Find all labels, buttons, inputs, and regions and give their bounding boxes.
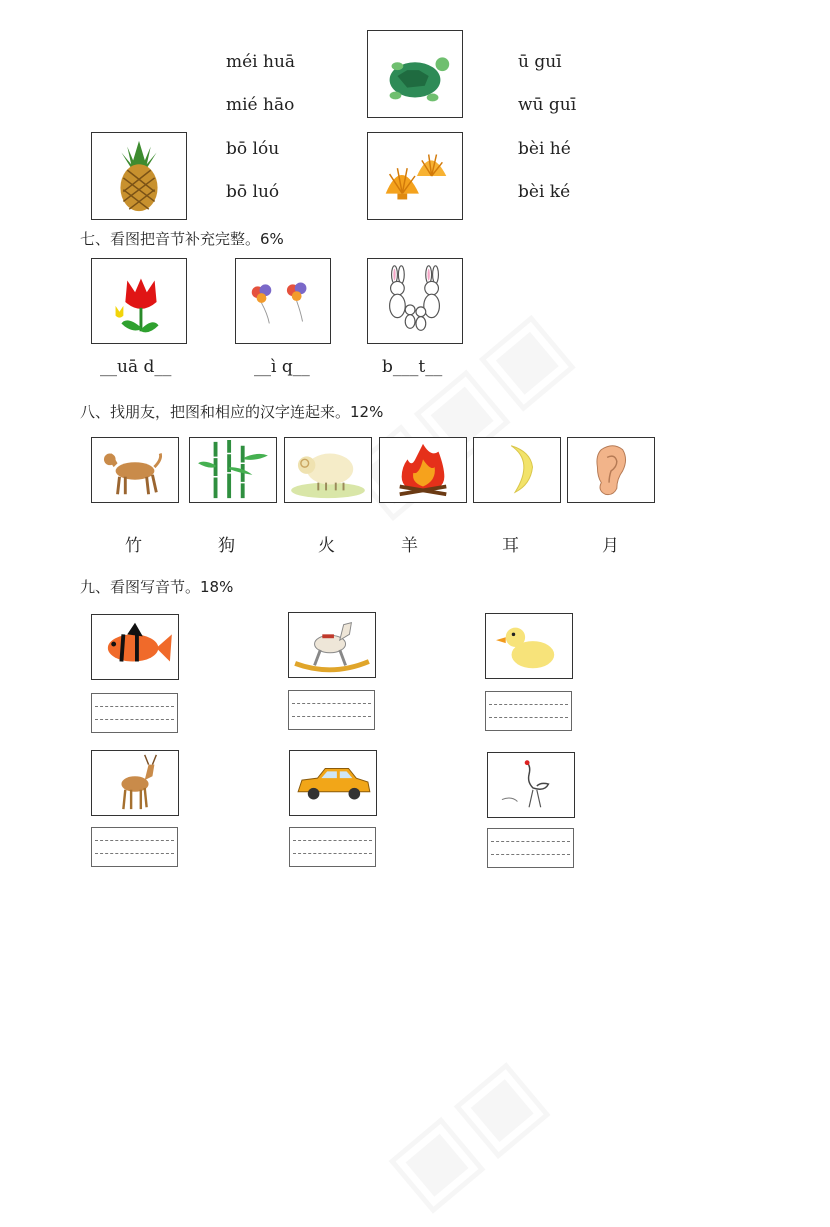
- section-8-title: 八、找朋友，把图和相应的汉字连起来。12%: [80, 403, 384, 421]
- watermark: [366, 1038, 564, 1227]
- moon-picture[interactable]: [473, 437, 561, 503]
- balloons-icon: [236, 259, 330, 343]
- pineapple-icon: [92, 133, 186, 219]
- shells-picture: [367, 132, 463, 220]
- rabbits-icon: [368, 259, 462, 343]
- car-picture: [289, 750, 377, 816]
- car-answer-lines[interactable]: [289, 827, 376, 867]
- fish-picture: [91, 614, 179, 680]
- bamboo-picture[interactable]: [189, 437, 277, 503]
- shell-pinyin-option-1: bèi hé: [518, 139, 571, 159]
- pineapple-picture: [91, 132, 187, 220]
- flower-pinyin-option-2: mié hāo: [226, 95, 295, 115]
- deer-answer-lines[interactable]: [91, 827, 178, 867]
- fish-answer-lines[interactable]: [91, 693, 178, 733]
- rabbit-blank[interactable]: b___t__: [382, 357, 443, 377]
- char-dog[interactable]: 狗: [218, 536, 235, 556]
- shells-icon: [368, 133, 462, 219]
- flower-blank[interactable]: __uā d__: [100, 357, 172, 377]
- section-7-title: 七、看图把音节补充完整。6%: [80, 230, 284, 248]
- car-icon: [290, 751, 376, 815]
- dog-icon: [92, 438, 178, 502]
- turtle-picture: [367, 30, 463, 118]
- char-fire[interactable]: 火: [318, 536, 335, 556]
- pineapple-pinyin-option-2: bō luó: [226, 182, 280, 202]
- duck-picture: [485, 613, 573, 679]
- fire-picture[interactable]: [379, 437, 467, 503]
- dog-picture[interactable]: [91, 437, 179, 503]
- char-moon[interactable]: 月: [602, 536, 619, 556]
- ear-icon: [568, 438, 654, 502]
- tulip-icon: [92, 259, 186, 343]
- char-sheep[interactable]: 羊: [401, 536, 418, 556]
- pineapple-pinyin-option-1: bō lóu: [226, 139, 280, 159]
- char-bamboo[interactable]: 竹: [125, 536, 142, 556]
- duck-icon: [486, 614, 572, 678]
- deer-icon: [92, 751, 178, 815]
- sheep-icon: [285, 438, 371, 502]
- shell-pinyin-option-2: bèi ké: [518, 182, 571, 202]
- turtle-pinyin-option-2: wū guī: [518, 95, 577, 115]
- bamboo-icon: [190, 438, 276, 502]
- turtle-icon: [368, 31, 462, 117]
- ear-picture[interactable]: [567, 437, 655, 503]
- rocking-horse-icon: [289, 613, 375, 677]
- tulip-picture: [91, 258, 187, 344]
- deer-picture: [91, 750, 179, 816]
- sheep-picture[interactable]: [284, 437, 372, 503]
- balloon-blank[interactable]: __ì q__: [254, 357, 310, 377]
- crane-picture: [487, 752, 575, 818]
- fish-icon: [92, 615, 178, 679]
- rocking-horse-picture: [288, 612, 376, 678]
- moon-icon: [474, 438, 560, 502]
- duck-answer-lines[interactable]: [485, 691, 572, 731]
- balloons-picture: [235, 258, 331, 344]
- char-ear[interactable]: 耳: [502, 536, 519, 556]
- rabbits-picture: [367, 258, 463, 344]
- turtle-pinyin-option-1: ū guī: [518, 52, 562, 72]
- section-9-title: 九、看图写音节。18%: [80, 578, 234, 596]
- fire-icon: [380, 438, 466, 502]
- flower-pinyin-option-1: méi huā: [226, 52, 296, 72]
- crane-icon: [488, 753, 574, 817]
- horse-answer-lines[interactable]: [288, 690, 375, 730]
- crane-answer-lines[interactable]: [487, 828, 574, 868]
